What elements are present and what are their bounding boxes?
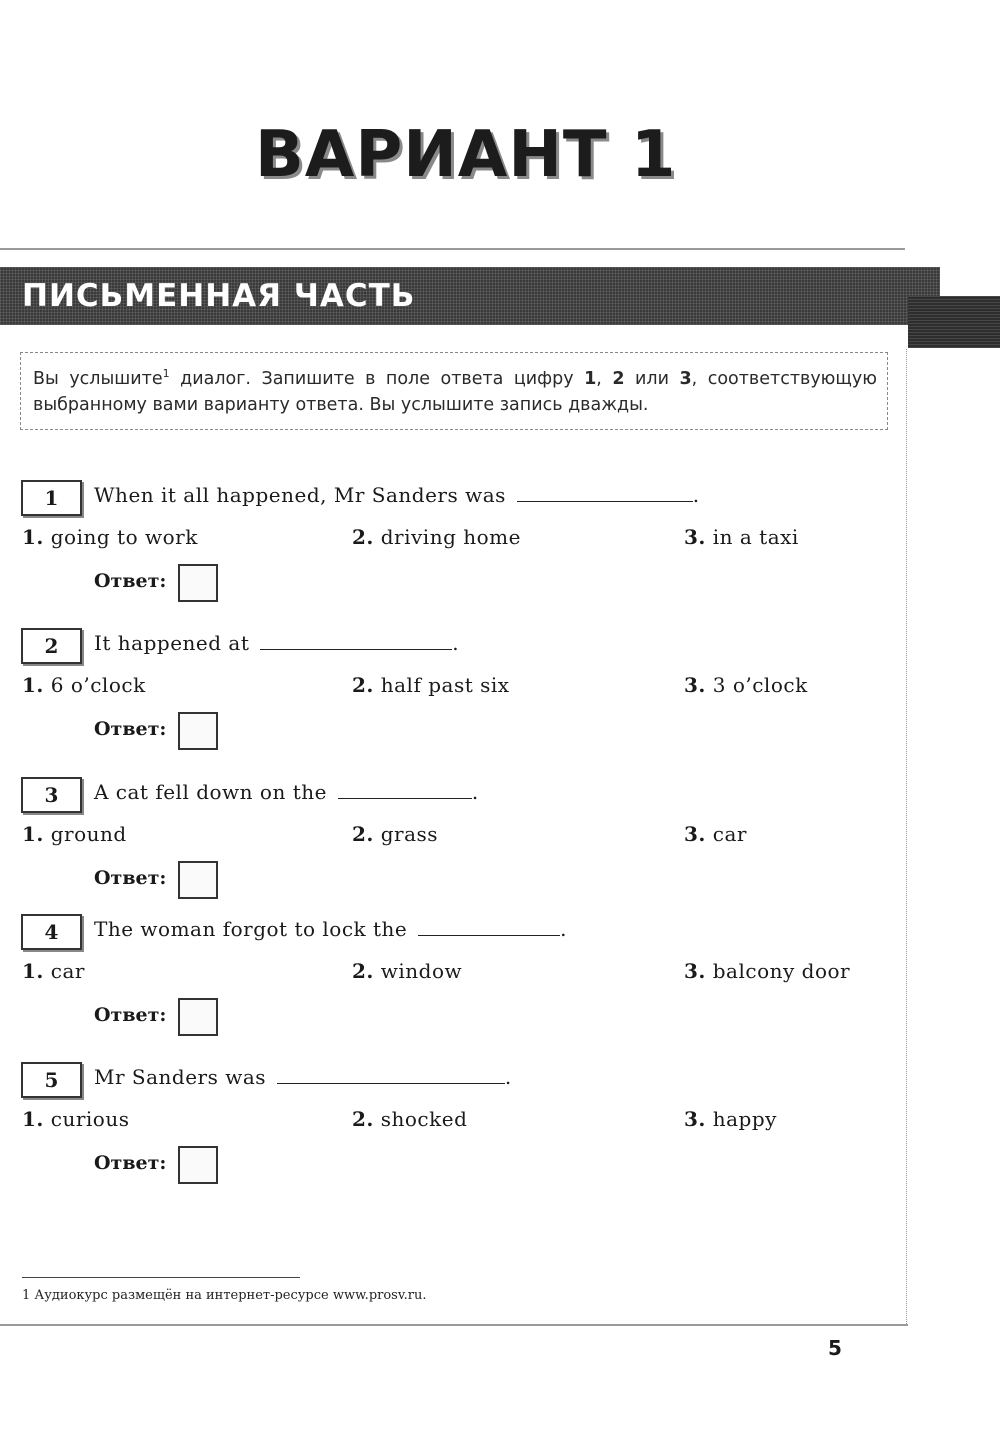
instructions-text: , соответствующую выбранному вами варианту ответа. Вы услышите запись дважды.	[33, 368, 877, 415]
option-3: 3. happy	[684, 1107, 777, 1131]
instructions-text: ,	[596, 368, 613, 389]
option-3: 3. in a taxi	[684, 525, 799, 549]
option-1: 1. ground	[22, 822, 127, 846]
digit-3: 3	[679, 368, 692, 389]
digit-1: 1	[584, 368, 597, 389]
answer-blank	[277, 1065, 505, 1084]
question-1	[0, 480, 900, 605]
option-2: 2. grass	[352, 822, 439, 846]
footnote-marker: 1	[162, 367, 170, 380]
question-text: Mr Sanders was .	[94, 1065, 512, 1089]
option-1: 1. going to work	[22, 525, 198, 549]
option-1: 1. curious	[22, 1107, 130, 1131]
answer-label: Ответ:	[94, 718, 167, 740]
frame-right-rule	[906, 349, 907, 1324]
question-number: 1	[21, 480, 82, 516]
question-4	[0, 914, 900, 1039]
option-3: 3. balcony door	[684, 959, 851, 983]
answer-box[interactable]	[178, 861, 218, 899]
answer-label: Ответ:	[94, 867, 167, 889]
instructions-text: Вы услышите	[33, 368, 163, 389]
answer-label: Ответ:	[94, 1004, 167, 1026]
answer-blank	[260, 631, 452, 650]
option-3: 3. car	[684, 822, 747, 846]
answer-blank	[418, 917, 560, 936]
option-2: 2. window	[352, 959, 463, 983]
variant-title: ВАРИАНТ 1	[255, 118, 677, 192]
question-text: A cat fell down on the .	[94, 780, 479, 804]
option-2: 2. shocked	[352, 1107, 468, 1131]
answer-box[interactable]	[178, 564, 218, 602]
footnote: 1 Аудиокурс размещён на интернет-ресурсе www.prosv.ru.	[22, 1288, 427, 1303]
question-number: 2	[21, 628, 82, 664]
question-2	[0, 628, 900, 753]
option-3: 3. 3 o’clock	[684, 673, 808, 697]
frame-top-rule	[0, 248, 905, 250]
question-3	[0, 777, 900, 902]
answer-box[interactable]	[178, 998, 218, 1036]
question-text: When it all happened, Mr Sanders was .	[94, 483, 700, 507]
answer-box[interactable]	[178, 712, 218, 750]
frame-bottom-rule	[0, 1324, 908, 1326]
answer-blank	[517, 483, 693, 502]
question-text: The woman forgot to lock the .	[94, 917, 567, 941]
question-text: It happened at .	[94, 631, 460, 655]
digit-2: 2	[612, 368, 625, 389]
answer-box[interactable]	[178, 1146, 218, 1184]
option-1: 1. car	[22, 959, 85, 983]
instructions-box	[20, 352, 888, 430]
option-2: 2. driving home	[352, 525, 521, 549]
instructions-text: или	[624, 368, 680, 389]
instructions-text: диалог. Запишите в поле ответа цифру	[169, 368, 585, 389]
page-number: 5	[828, 1336, 842, 1360]
section-title: ПИСЬМЕННАЯ ЧАСТЬ	[22, 278, 416, 314]
section-tab	[908, 296, 1000, 348]
answer-label: Ответ:	[94, 1152, 167, 1174]
answer-label: Ответ:	[94, 570, 167, 592]
option-1: 1. 6 o’clock	[22, 673, 146, 697]
question-number: 4	[21, 914, 82, 950]
option-2: 2. half past six	[352, 673, 510, 697]
footnote-rule	[22, 1277, 300, 1278]
answer-blank	[338, 780, 472, 799]
question-5	[0, 1062, 900, 1187]
question-number: 5	[21, 1062, 82, 1098]
question-number: 3	[21, 777, 82, 813]
